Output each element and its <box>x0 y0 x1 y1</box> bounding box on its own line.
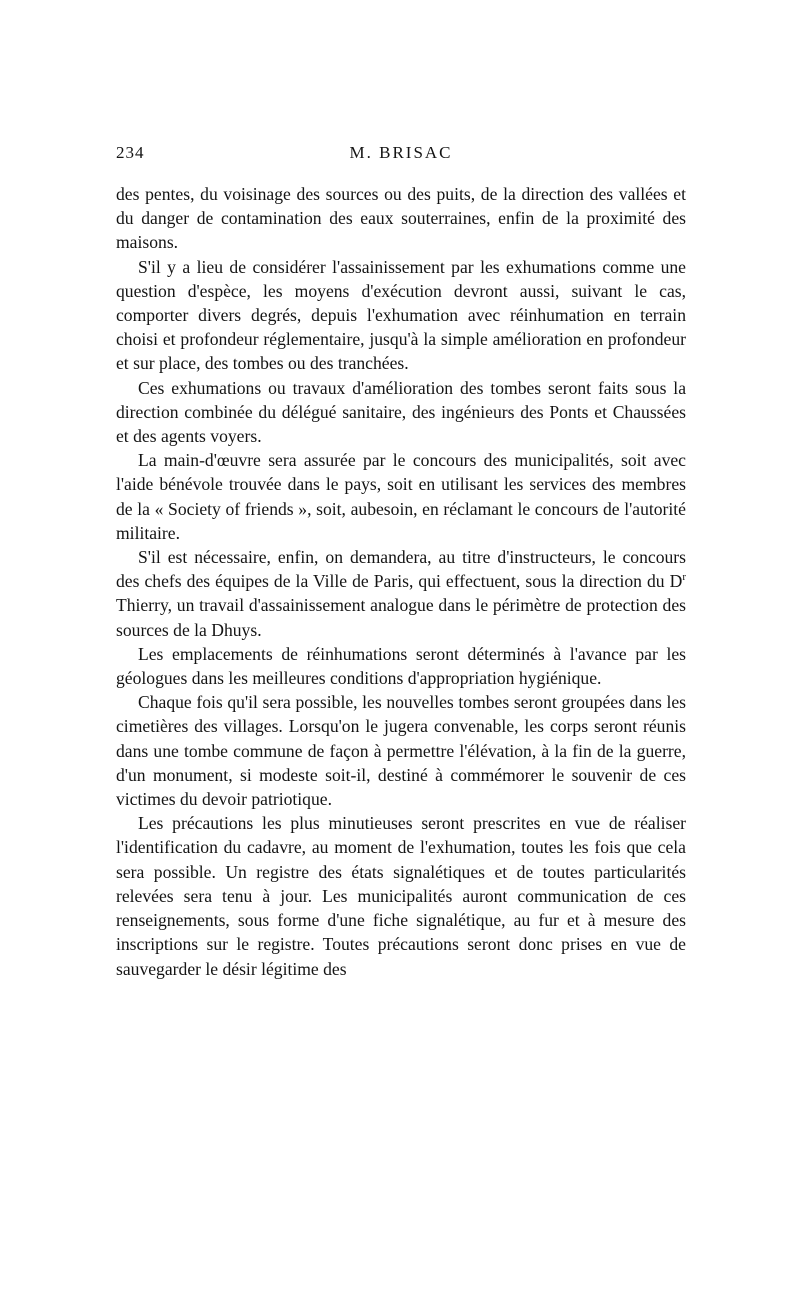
paragraph-text: Thierry, un travail d'assainissement analogue dans le périmètre de protection des sources de la Dhuys. <box>116 595 686 640</box>
running-header <box>116 143 686 169</box>
paragraph: des pentes, du voisinage des sources ou des puits, de la direction des vallées et du danger de contamination des eaux souterraines, enfin de la proximité des maisons. <box>116 184 686 253</box>
paragraph: Les précautions les plus minutieuses seront prescrites en vue de réaliser l'identification du cadavre, au moment de l'exhumation, toutes les fois que cela sera possible. Un registre des états signalétiques et de toutes particularités relevées sera tenu à jour. Les municipalités auront communication de ces renseignements, sous forme d'une fiche signalétique, au fur et à mesure des inscriptions sur le registre. Toutes précautions seront donc prises en vue de sauvegarder le désir légitime des <box>116 813 686 979</box>
paragraph: Ces exhumations ou travaux d'amélioration des tombes seront faits sous la direction combinée du délégué sanitaire, des ingénieurs des Ponts et Chaussées et des agents voyers. <box>116 377 686 447</box>
running-title: M. BRISAC <box>349 143 453 162</box>
page-number: 234 <box>116 143 145 162</box>
book-page <box>116 143 686 981</box>
paragraph: Les emplacements de réinhumations seront déterminés à l'avance par les géologues dans les meilleures conditions d'appropriation hygiénique. <box>116 643 686 689</box>
superscript: r <box>682 571 686 584</box>
paragraph: La main-d'œuvre sera assurée par le concours des municipalités, soit avec l'aide bénévole trouvée dans le pays, soit en utilisant les services des membres de la « Society of friends », soit, aubesoin, en réclamant le concours de l'autorité militaire. <box>116 450 686 543</box>
paragraph <box>116 545 686 642</box>
paragraph: S'il y a lieu de considérer l'assainissement par les exhumations comme une question d'espèce, les moyens d'exécution devront aussi, suivant le cas, comporter divers degrés, depuis l'exhumation avec réinhumation en terrain choisi et profondeur réglementaire, jusqu'à la simple amélioration en profondeur et sur place, des tombes ou des tranchées. <box>116 256 686 374</box>
body-text <box>116 182 686 981</box>
paragraph-text: S'il est nécessaire, enfin, on demandera, au titre d'instructeurs, le concours des chefs des équipes de la Ville de Paris, qui effectuent, sous la direction du D <box>116 547 686 592</box>
paragraph: Chaque fois qu'il sera possible, les nouvelles tombes seront groupées dans les cimetières des villages. Lorsqu'on le jugera convenable, les corps seront réunis dans une tombe commune de façon à permettre l'élévation, à la fin de la guerre, d'un monument, si modeste soit-il, destiné à commémorer le souvenir de ces victimes du devoir patriotique. <box>116 692 686 810</box>
